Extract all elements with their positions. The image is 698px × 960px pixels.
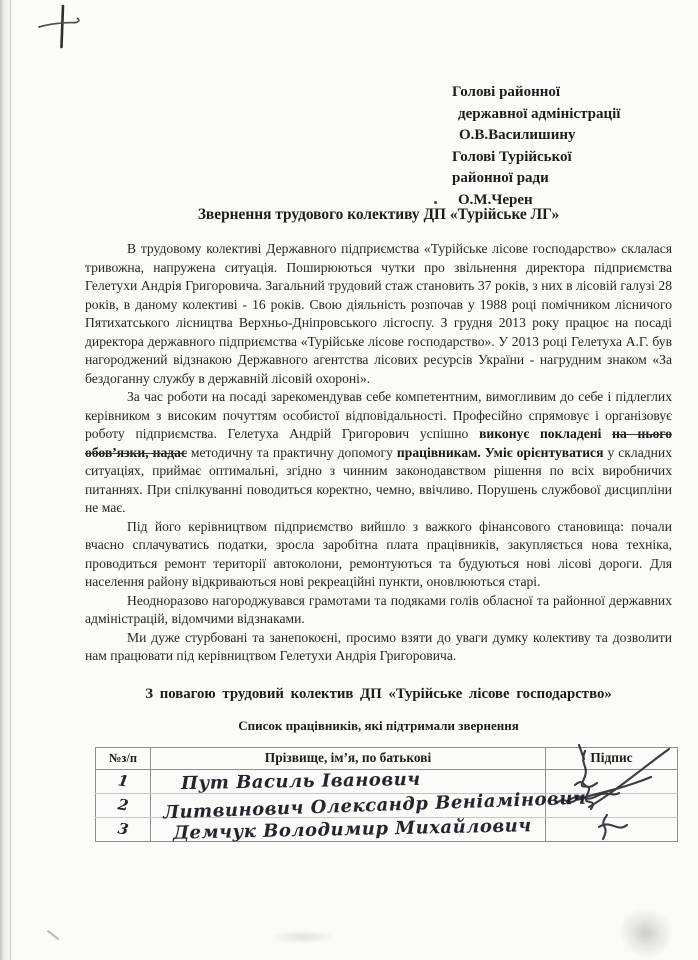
- closing-line: З повагою трудовий колектив ДП «Турійське лісове господарство»: [145, 685, 612, 702]
- page-edge-line: [10, 0, 11, 960]
- recipient-line: районної ради: [452, 170, 549, 187]
- document-title: Звернення трудового колективу ДП «Турійське ЛГ»: [197, 206, 560, 223]
- signatories-table-wrap: [95, 747, 677, 842]
- signatories-table: [95, 747, 678, 842]
- recipient-line: Голові Турійської: [452, 148, 572, 165]
- handwritten-name: Пут Василь Іванович: [180, 768, 421, 794]
- recipient-line: О.М.Черен: [458, 191, 533, 208]
- paragraph-5: Ми дуже стурбовані та занепокоєні, просимо взяти до уваги думку колективу та дозволити нам працювати під керівництвом Гелетухи Андрія Григоровича.: [85, 629, 672, 663]
- table-row: [96, 793, 678, 817]
- list-heading: Список працівників, які підтримали звернення: [238, 717, 519, 733]
- scan-smudge: [611, 900, 681, 960]
- column-header-number: №з/п: [96, 747, 151, 769]
- scan-smudge: [47, 930, 59, 940]
- recipient-line: О.В.Василишину: [459, 127, 576, 144]
- struck-text: на нього обов’язки, надає: [85, 426, 673, 460]
- paragraph-1: В трудовому колективі Державного підприємства «Турійське лісове господарство» склалася тривожна, напружена ситуація. Поширюються чутки про звільнення директора підприємства Гелетухи Андрія Григоровича. Загальний трудовий стаж становить 37 років, з них в лісовій галузі 28 років, в даному колективі - 16 років. Свою діяльність розпочав у 1988 році помічником лісничого Пятихатського лісництва Верхньо-Дніпровського лісгоспу. З грудня 2013 року працює на посаді директора державного підприємства «Турійське лісове господарство». У 2013 році Гелетуха А.Г. був нагороджений відзнакою Державного агентства лісових ресурсів України - нагрудним знаком «За бездоганну службу в державній лісовій охороні».: [85, 241, 672, 386]
- paragraph-4: Неодноразово нагороджувався грамотами та подяками голів обласної та районної державних адміністрацій, відомчими відзнаками.: [85, 592, 672, 626]
- handwritten-number: 3: [116, 818, 130, 839]
- table-header-row: [96, 747, 678, 769]
- recipient-line: державної адміністрації: [458, 105, 621, 122]
- recipient-line: Голові районної: [452, 84, 561, 100]
- handwritten-number: 2: [116, 794, 130, 815]
- pen-mark-icon: [34, 0, 98, 56]
- paragraph-3: Під його керівництвом підприємство вийшло з важкого фінансового становища: почали вчасно сплачуватись податки, зросла заробітна плата працівників, закупляється нова техніка, проводиться ремонт території автоколони, ремонтуються та будуються нові лісові дороги. Для населення району відкриваються нові рекреаційні пункти, оновлюються старі.: [85, 518, 672, 589]
- handwritten-name: Демчук Володимир Михайлович: [172, 814, 532, 844]
- scan-dot: [434, 201, 437, 204]
- scan-smudge: [268, 930, 338, 944]
- column-header-name: Прізвище, ім’я, по батькові: [151, 747, 546, 769]
- handwritten-name: Литвинович Олександр Веніамінович: [162, 787, 587, 823]
- table-row: [96, 769, 678, 793]
- paragraph-2: За час роботи на посаді зарекомендував себе компетентним, вимогливим до себе і підлеглих керівником з високим почуттям особистої відповідальності. Професійно спрямовує і організовує роботу підприємства. Гелетуха Андрій Григорович успішно виконує покладені на нього обов’язки, надає методичну та практичну допомогу працівникам. Уміє орієнтуватися у складних ситуаціях, приймає оптимальні, згідно з чинним законодавством рішення по всіх виробничих питаннях. При спілкуванні поводиться коректно, чемно, ввічливо. Порушень службової дисципліни не має.: [85, 389, 673, 515]
- column-header-signature: Підпис: [546, 747, 678, 769]
- recipient-block: [452, 82, 620, 212]
- handwritten-number: 1: [116, 770, 130, 791]
- document-body: [85, 240, 672, 666]
- page-edge-shadow: [0, 0, 16, 960]
